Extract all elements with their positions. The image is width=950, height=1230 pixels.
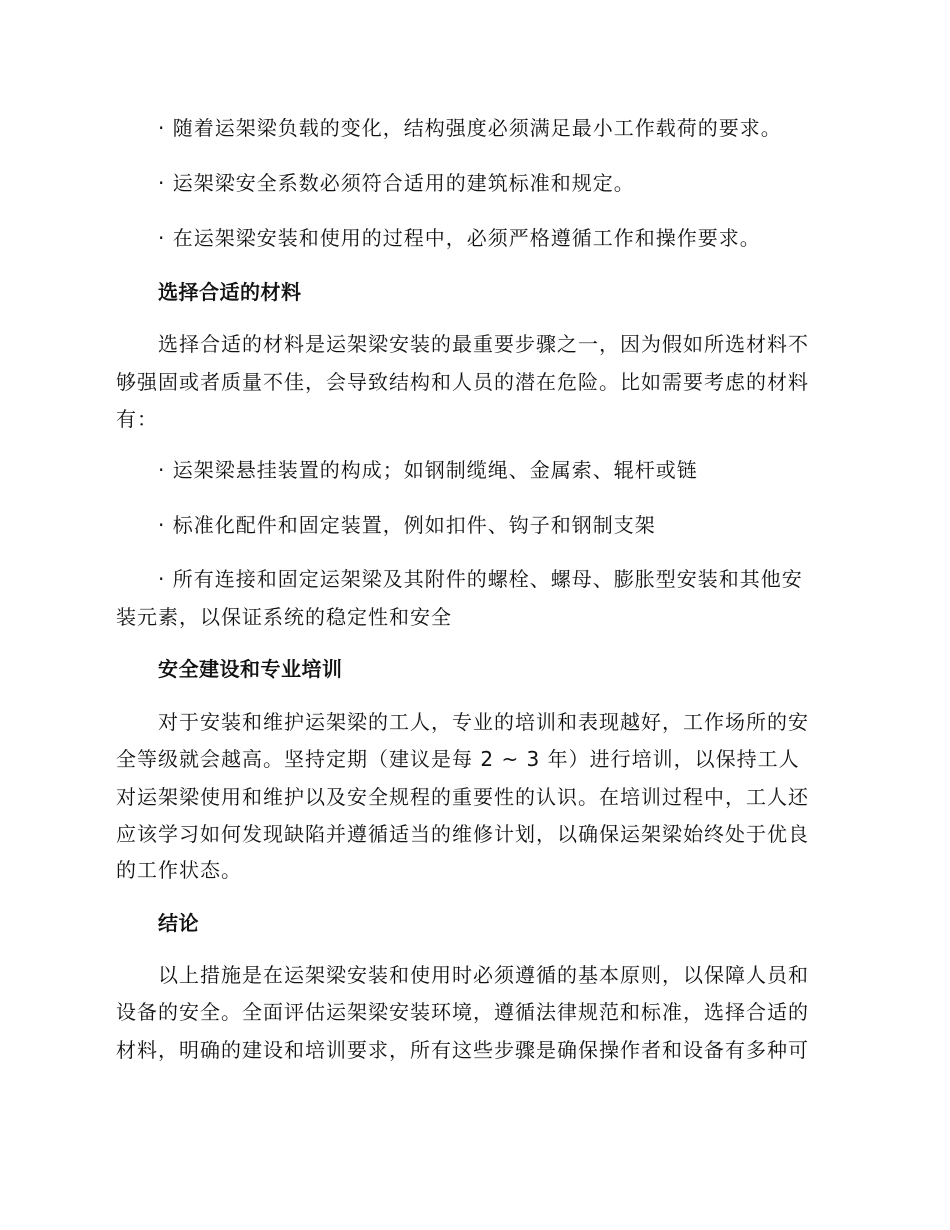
paragraph-line: 有： <box>116 407 158 431</box>
paragraph-line: 对运架梁使用和维护以及安全规程的重要性的认识。在培训过程中，工人还 <box>116 785 809 809</box>
bullet-item: · 运架梁安全系数必须符合适用的建筑标准和规定。 <box>158 171 635 195</box>
section-heading-conclusion: 结论 <box>158 911 199 935</box>
paragraph-line: 设备的安全。全面评估运架梁安装环境，遵循法律规范和标准，选择合适的 <box>116 1000 809 1024</box>
bullet-item: · 标准化配件和固定装置，例如扣件、钩子和钢制支架 <box>158 513 656 537</box>
paragraph-line: 全等级就会越高。坚持定期（建议是每 2 ~ 3 年）进行培训，以保持工人 <box>116 747 800 771</box>
bullet-item: · 运架梁悬挂装置的构成；如钢制缆绳、金属索、辊杆或链 <box>158 458 698 482</box>
section-heading-training: 安全建设和专业培训 <box>158 657 343 681</box>
bullet-item: · 随着运架梁负载的变化，结构强度必须满足最小工作载荷的要求。 <box>158 116 782 140</box>
bullet-item: · 所有连接和固定运架梁及其附件的螺栓、螺母、膨胀型安装和其他安 <box>158 567 803 591</box>
bullet-item-continuation: 装元素，以保证系统的稳定性和安全 <box>116 605 452 629</box>
bullet-item: · 在运架梁安装和使用的过程中，必须严格遵循工作和操作要求。 <box>158 226 761 250</box>
paragraph-line: 的工作状态。 <box>116 858 242 882</box>
paragraph-line: 材料，明确的建设和培训要求，所有这些步骤是确保操作者和设备有多种可 <box>116 1038 809 1062</box>
paragraph-line: 够强固或者质量不佳，会导致结构和人员的潜在危险。比如需要考虑的材料 <box>116 370 809 394</box>
paragraph-line: 应该学习如何发现缺陷并遵循适当的维修计划，以确保运架梁始终处于优良 <box>116 822 809 846</box>
paragraph-line: 对于安装和维护运架梁的工人，专业的培训和表现越好，工作场所的安 <box>158 710 809 734</box>
paragraph-line: 以上措施是在运架梁安装和使用时必须遵循的基本原则，以保障人员和 <box>158 963 809 987</box>
paragraph-line: 选择合适的材料是运架梁安装的最重要步骤之一，因为假如所选材料不 <box>158 332 809 356</box>
section-heading-materials: 选择合适的材料 <box>158 280 302 304</box>
